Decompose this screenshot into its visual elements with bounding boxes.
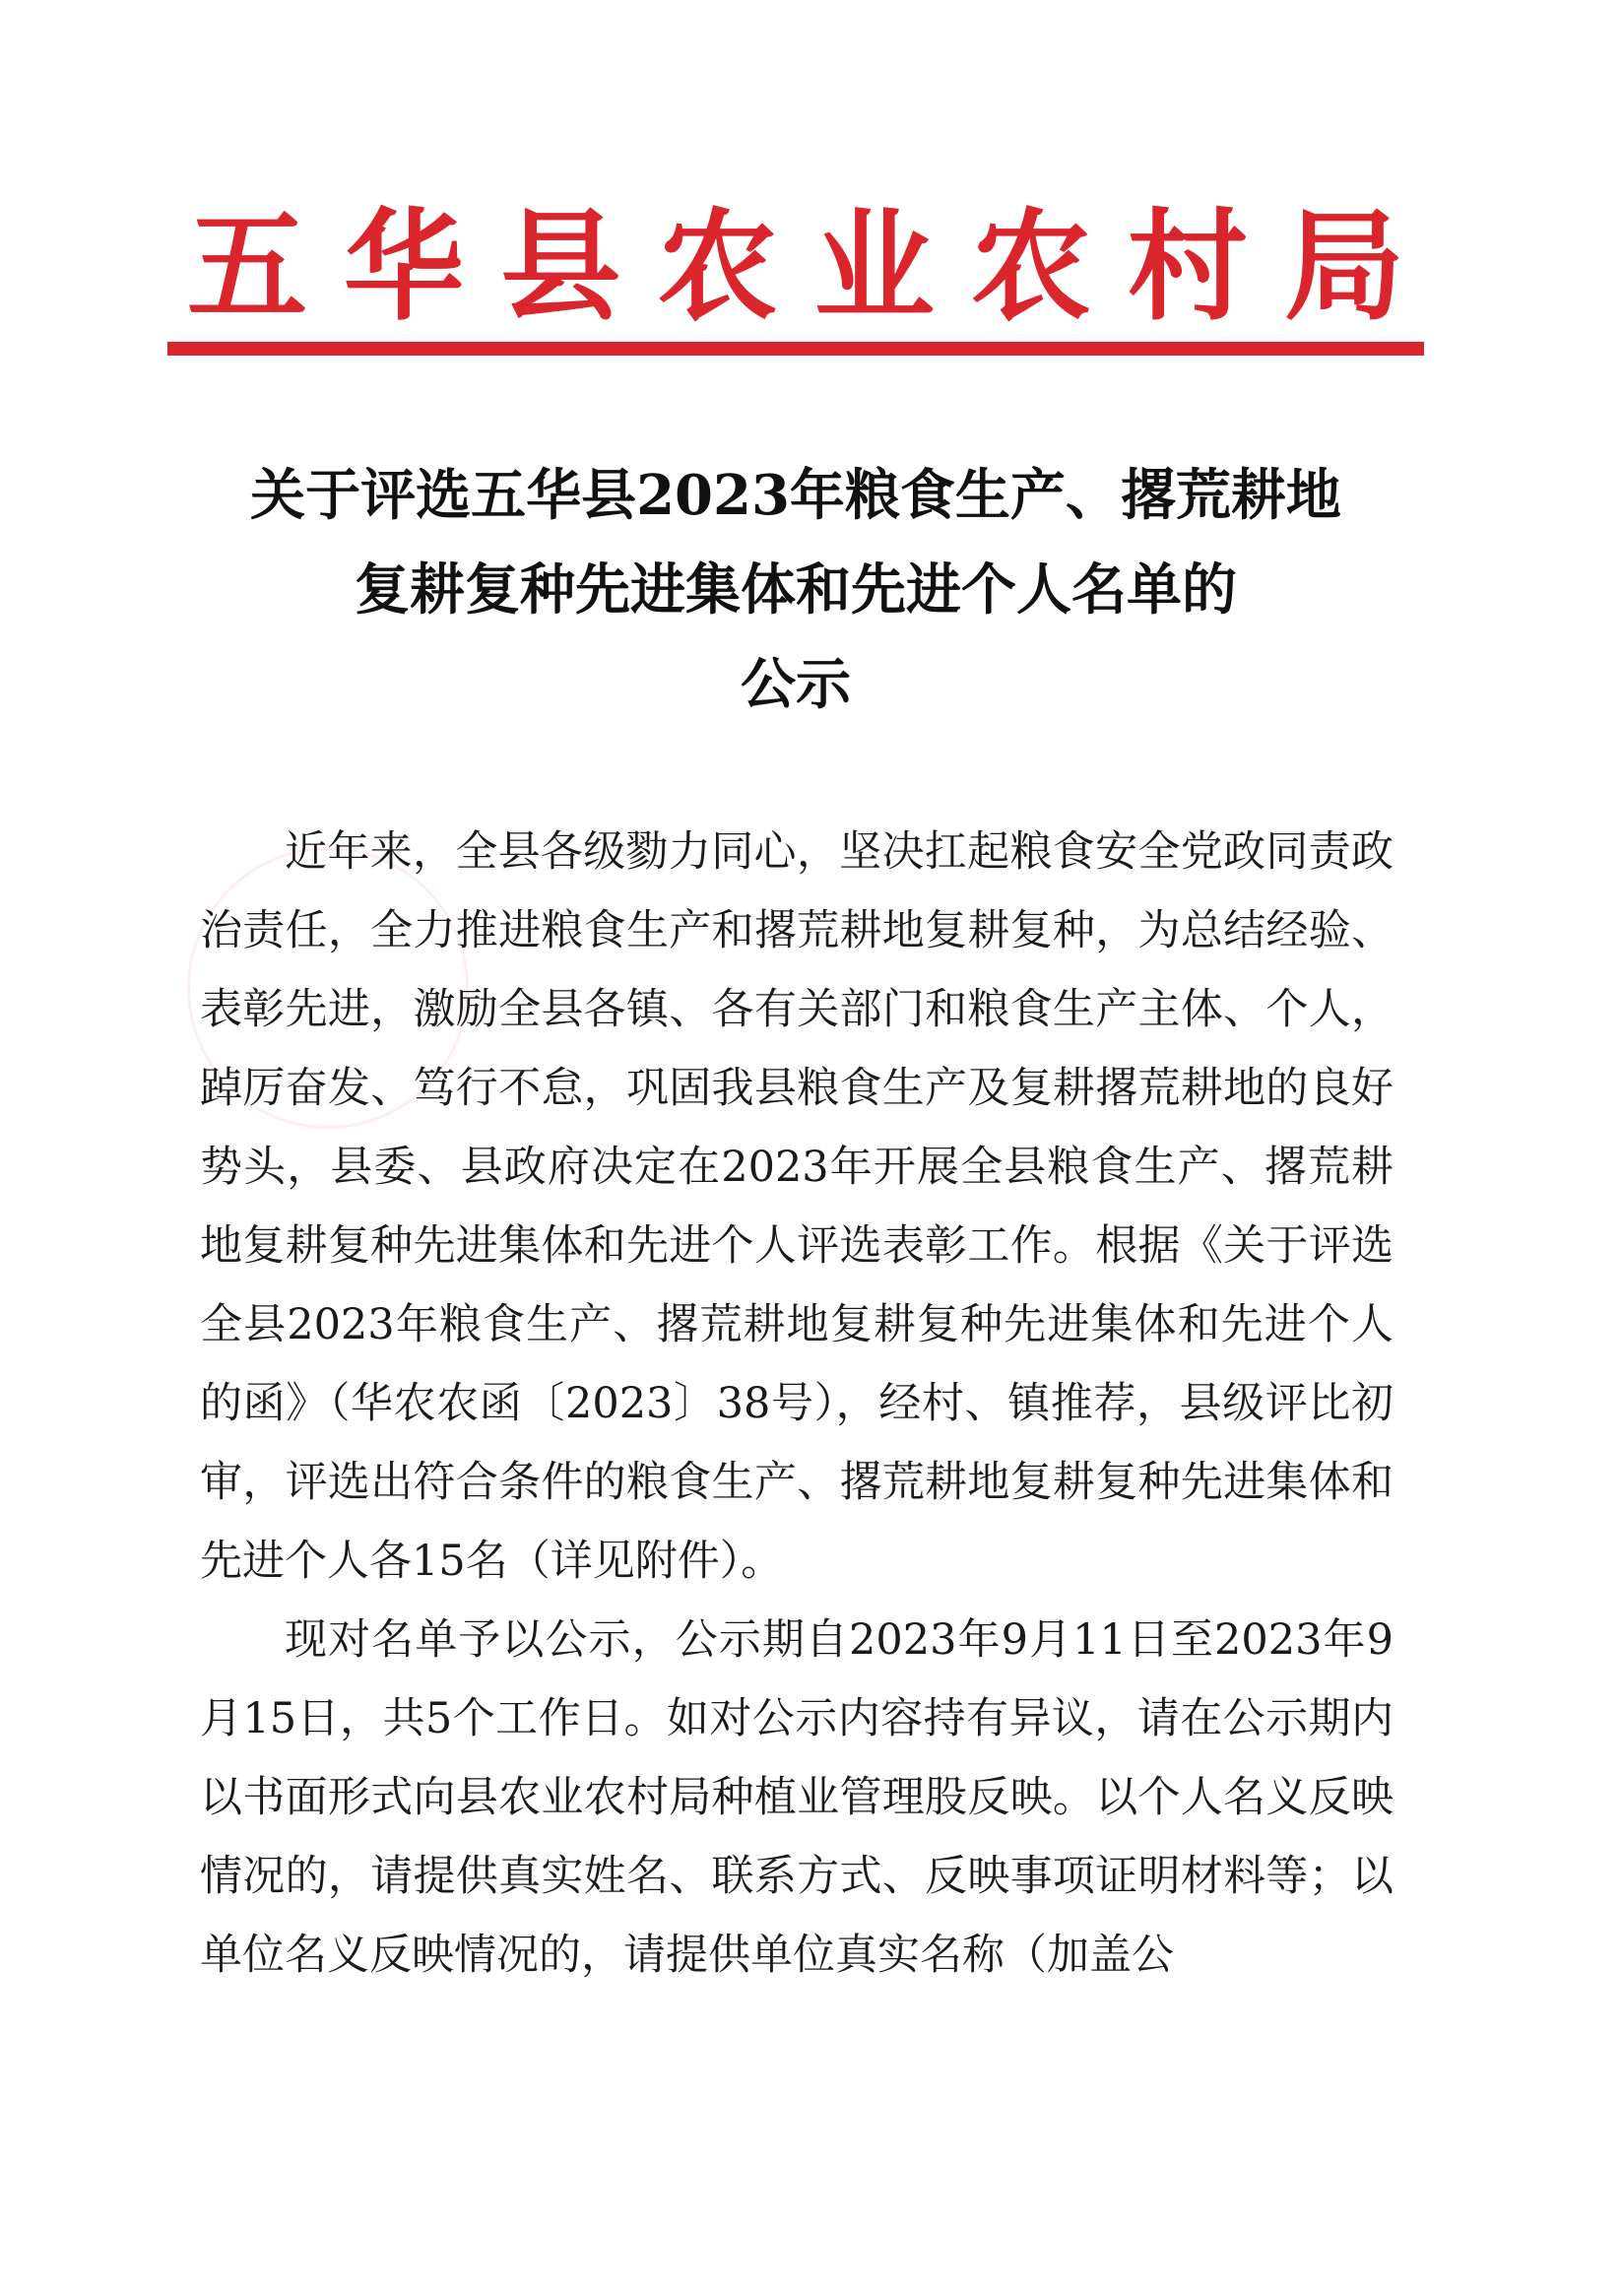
letterhead-red-rule [167, 342, 1424, 356]
letterhead-char: 县 [500, 195, 621, 337]
letterhead-char: 局 [1283, 195, 1404, 337]
letterhead-char: 农 [657, 195, 778, 337]
letterhead-char: 华 [344, 195, 465, 337]
title-line-2: 复耕复种先进集体和先进个人名单的 [355, 558, 1237, 623]
letterhead-char: 五 [187, 195, 307, 337]
letterhead-char: 业 [813, 195, 935, 337]
body-paragraph-2: 现对名单予以公示，公示期自2023年9月11日至2023年9月15日，共5个工作日。如对公示内容持有异议，请在公示期内以书面形式向县农业农村局种植业管理股反映。以个人名义反映情况的，请提供真实姓名、联系方式、反映事项证明材料等；以单位名义反映情况的，请提供单位真实名称（加盖公 [200, 1615, 1394, 1980]
title-line-3: 公示 [741, 652, 851, 717]
document-title [167, 448, 1424, 732]
title-line-1: 关于评选五华县2023年粮食生产、撂荒耕地 [250, 463, 1341, 528]
organization-letterhead [167, 192, 1424, 340]
letterhead-char: 农 [970, 195, 1091, 337]
body-paragraph-1: 近年来，全县各级勠力同心，坚决扛起粮食安全党政同责政治责任，全力推进粮食生产和撂荒耕地复耕复种，为总结经验、表彰先进，激励全县各镇、各有关部门和粮食生产主体、个人，踔厉奋发、笃行不怠，巩固我县粮食生产及复耕撂荒耕地的良好势头，县委、县政府决定在2023年开展全县粮食生产、撂荒耕地复耕复种先进集体和先进个人评选表彰工作。根据《关于评选全县2023年粮食生产、撂荒耕地复耕复种先进集体和先进个人的函》（华农农函〔2023〕38号），经村、镇推荐，县级评比初审，评选出符合条件的粮食生产、撂荒耕地复耕复种先进集体和先进个人各15名（详见附件）。 [200, 827, 1394, 1586]
document-body [200, 813, 1394, 1995]
letterhead-char: 村 [1127, 195, 1248, 337]
